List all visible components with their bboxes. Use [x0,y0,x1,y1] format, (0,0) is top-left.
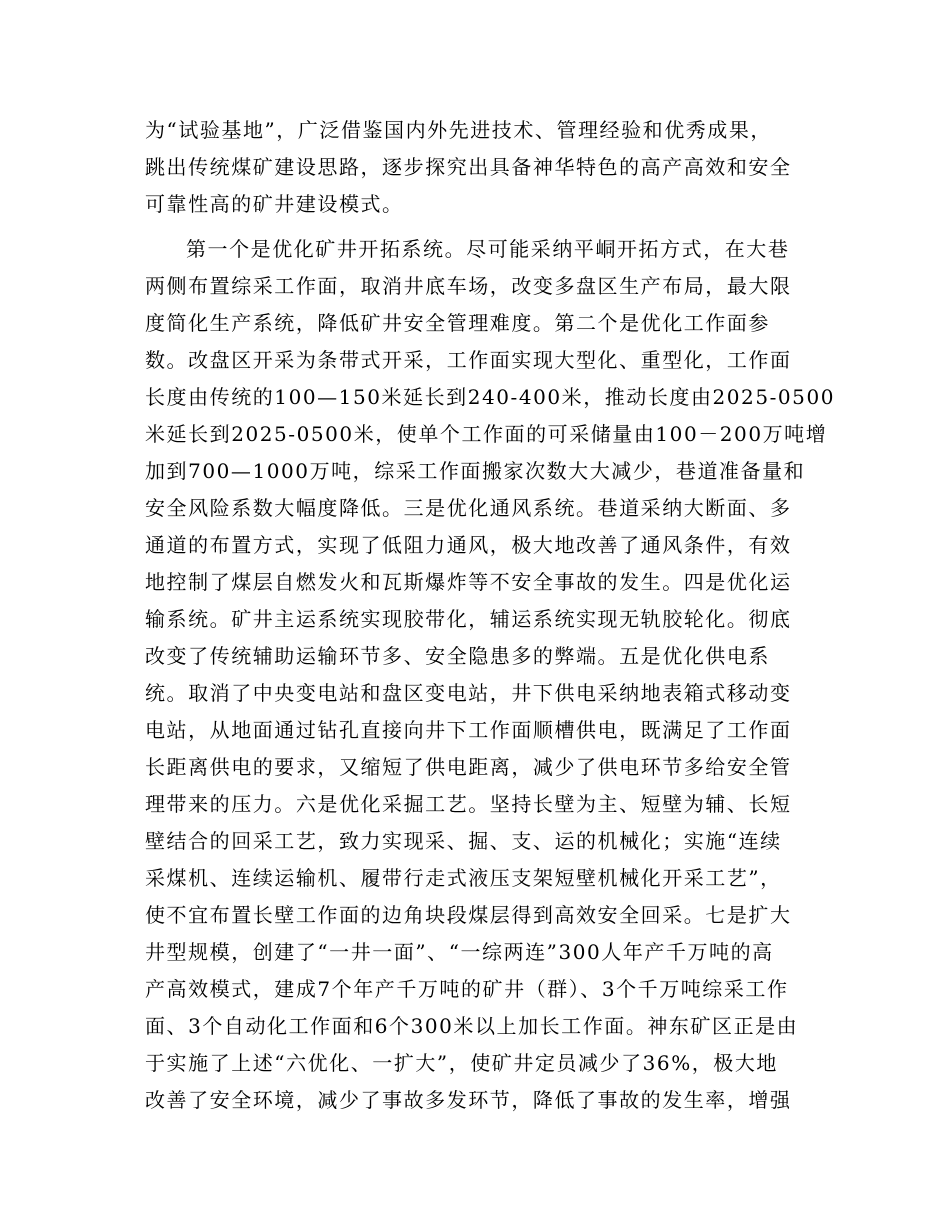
paragraph-line: 于实施了上述“六优化、一扩大”，使矿井定员减少了36%，极大地 [145,1051,778,1075]
paragraph-line: 输系统。矿井主运系统实现胶带化，辅运系统实现无轨胶轮化。彻底 [145,607,792,631]
paragraph-line: 长度由传统的100—150米延长到240-400米，推动长度由2025-0500 [145,385,836,409]
paragraph-line: 电站，从地面通过钻孔直接向井下工作面顺槽供电，既满足了工作面 [145,718,792,742]
paragraph-line: 地控制了煤层自燃发火和瓦斯爆炸等不安全事故的发生。四是优化运 [145,570,792,594]
paragraph-line: 安全风险系数大幅度降低。三是优化通风系统。巷道采纳大断面、多 [145,496,792,520]
paragraph-line: 加到700—1000万吨，综采工作面搬家次数大大减少，巷道准备量和 [145,459,806,483]
paragraph-line: 度简化生产系统，降低矿井安全管理难度。第二个是优化工作面参 [145,311,770,335]
paragraph-line: 跳出传统煤矿建设思路，逐步探究出具备神华特色的高产高效和安全 [145,155,792,179]
paragraph-line: 理带来的压力。六是优化采掘工艺。坚持长壁为主、短壁为辅、长短 [145,792,792,816]
paragraph-line: 长距离供电的要求，又缩短了供电距离，减少了供电环节多给安全管 [145,755,792,779]
paragraph-line: 产高效模式，建成7个年产千万吨的矿井（群）、3个千万吨综采工作 [145,977,789,1001]
paragraph-line: 使不宜布置长壁工作面的边角块段煤层得到高效安全回采。七是扩大 [145,903,792,927]
paragraph-line: 井型规模，创建了“一井一面”、“一综两连”300人年产千万吨的高 [145,940,774,964]
paragraph-line: 改变了传统辅助运输环节多、安全隐患多的弊端。五是优化供电系 [145,644,770,668]
paragraph-line: 统。取消了中央变电站和盘区变电站，井下供电采纳地表箱式移动变 [145,681,792,705]
paragraph-line: 第一个是优化矿井开拓系统。尽可能采纳平峒开拓方式，在大巷 [186,237,790,261]
paragraph-line: 为“试验基地”，广泛借鉴国内外先进技术、管理经验和优秀成果， [145,118,772,142]
paragraph-line: 壁结合的回采工艺，致力实现采、掘、支、运的机械化；实施“连续 [145,829,782,853]
paragraph-line: 面、3个自动化工作面和6个300米以上加长工作面。神东矿区正是由 [145,1014,799,1038]
paragraph-line: 通道的布置方式，实现了低阻力通风，极大地改善了通风条件，有效 [145,533,792,557]
paragraph-line: 两侧布置综采工作面，取消井底车场，改变多盘区生产布局，最大限 [145,274,792,298]
paragraph-line: 可靠性高的矿井建设模式。 [145,192,404,216]
paragraph-line: 数。改盘区开采为条带式开采，工作面实现大型化、重型化，工作面 [145,348,792,372]
paragraph-line: 采煤机、连续运输机、履带行走式液压支架短壁机械化开采工艺”， [145,866,782,890]
paragraph-line: 改善了安全环境，减少了事故多发环节，降低了事故的发生率，增强 [145,1088,792,1112]
paragraph-line: 米延长到2025-0500米，使单个工作面的可采储量由100－200万吨增 [145,422,828,446]
